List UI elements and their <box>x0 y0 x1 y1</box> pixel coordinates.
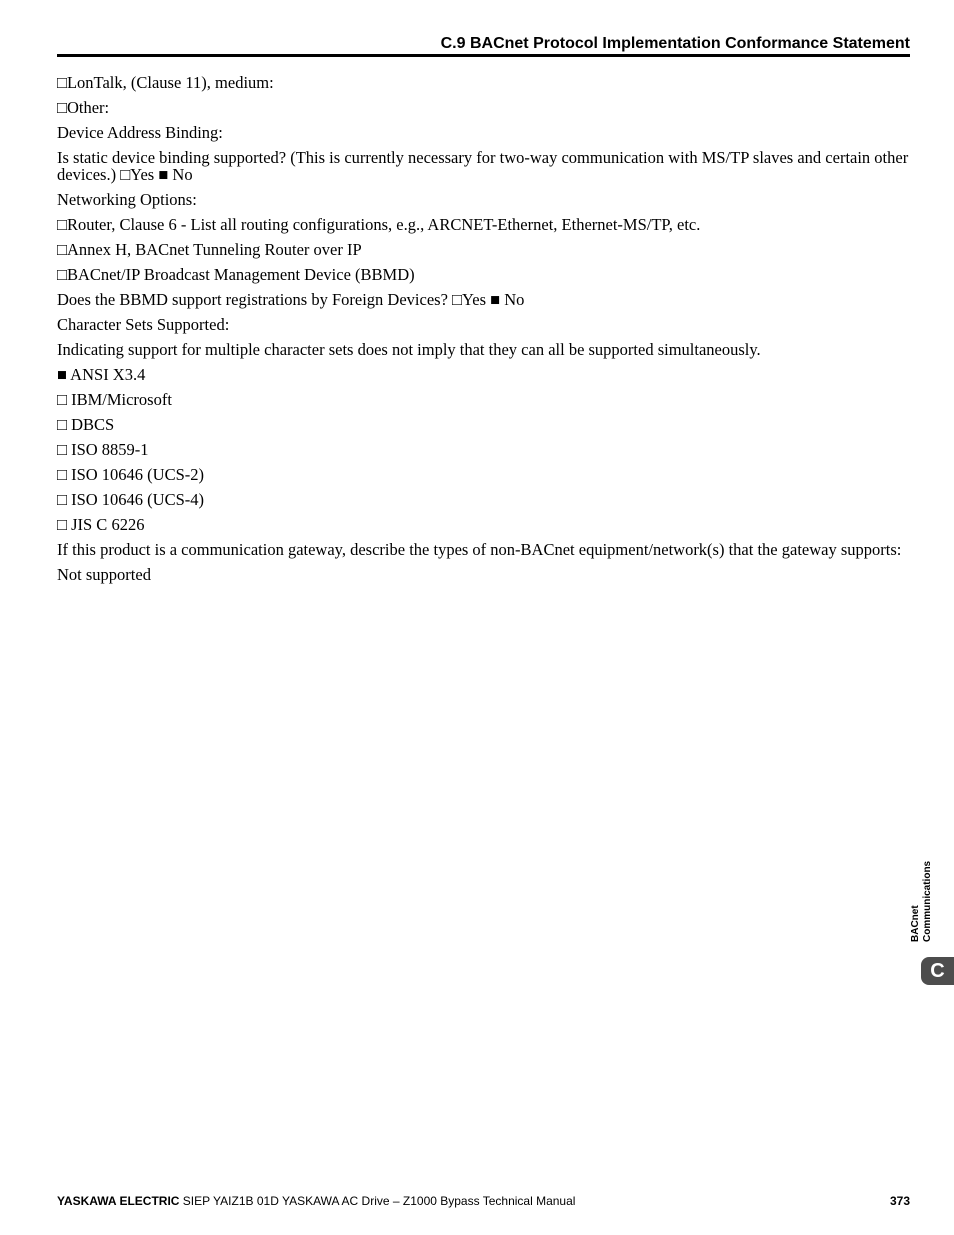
text-line: Character Sets Supported: <box>57 315 230 334</box>
text-line: □Other: <box>57 98 110 117</box>
footer-manual-title: SIEP YAIZ1B 01D YASKAWA AC Drive – Z1000 Bypass Technical Manual <box>179 1194 576 1208</box>
text-line: □ ISO 8859-1 <box>57 440 149 459</box>
chapter-side-label <box>910 846 950 942</box>
footer-manual-info <box>57 1194 575 1208</box>
text-line: □ ISO 10646 (UCS-2) <box>57 465 205 484</box>
text-line: □Router, Clause 6 - List all routing configurations, e.g., ARCNET-Ethernet, Ethernet-MS/TP, etc. <box>57 215 701 234</box>
side-label-line-1: BACnet <box>910 905 921 942</box>
text-line: Networking Options: <box>57 190 197 209</box>
text-line: □ IBM/Microsoft <box>57 390 172 409</box>
text-line: ■ ANSI X3.4 <box>57 365 146 384</box>
text-line: Not supported <box>57 565 151 584</box>
section-header <box>57 34 910 57</box>
text-line: □ ISO 10646 (UCS-4) <box>57 490 205 509</box>
page-footer <box>57 1194 910 1208</box>
section-title: C.9 BACnet Protocol Implementation Conformance Statement <box>440 35 910 52</box>
chapter-tab-letter: C <box>930 959 945 982</box>
text-line: Device Address Binding: <box>57 123 223 142</box>
text-line: Does the BBMD support registrations by Foreign Devices? □Yes ■ No <box>57 290 525 309</box>
text-line: □ DBCS <box>57 415 115 434</box>
text-line: □Annex H, BACnet Tunneling Router over IP <box>57 240 362 259</box>
text-line: Is static device binding supported? (This is currently necessary for two-way communication with MS/TP slaves and certain other devices.) □Yes ■ No <box>57 148 909 184</box>
text-line: Indicating support for multiple character sets does not imply that they can all be supported simultaneously. <box>57 340 761 359</box>
text-line: □BACnet/IP Broadcast Management Device (BBMD) <box>57 265 415 284</box>
text-line: □LonTalk, (Clause 11), medium: <box>57 73 274 92</box>
chapter-side-label-text <box>910 861 934 942</box>
side-label-line-2: Communications <box>922 860 933 942</box>
text-line: □ JIS C 6226 <box>57 515 145 534</box>
footer-brand: YASKAWA ELECTRIC <box>57 1194 180 1208</box>
text-line: If this product is a communication gateway, describe the types of non-BACnet equipment/network(s) that the gateway supports: <box>57 540 902 559</box>
page-number: 373 <box>889 1194 910 1208</box>
chapter-tab <box>921 957 954 985</box>
document-body <box>57 74 910 591</box>
